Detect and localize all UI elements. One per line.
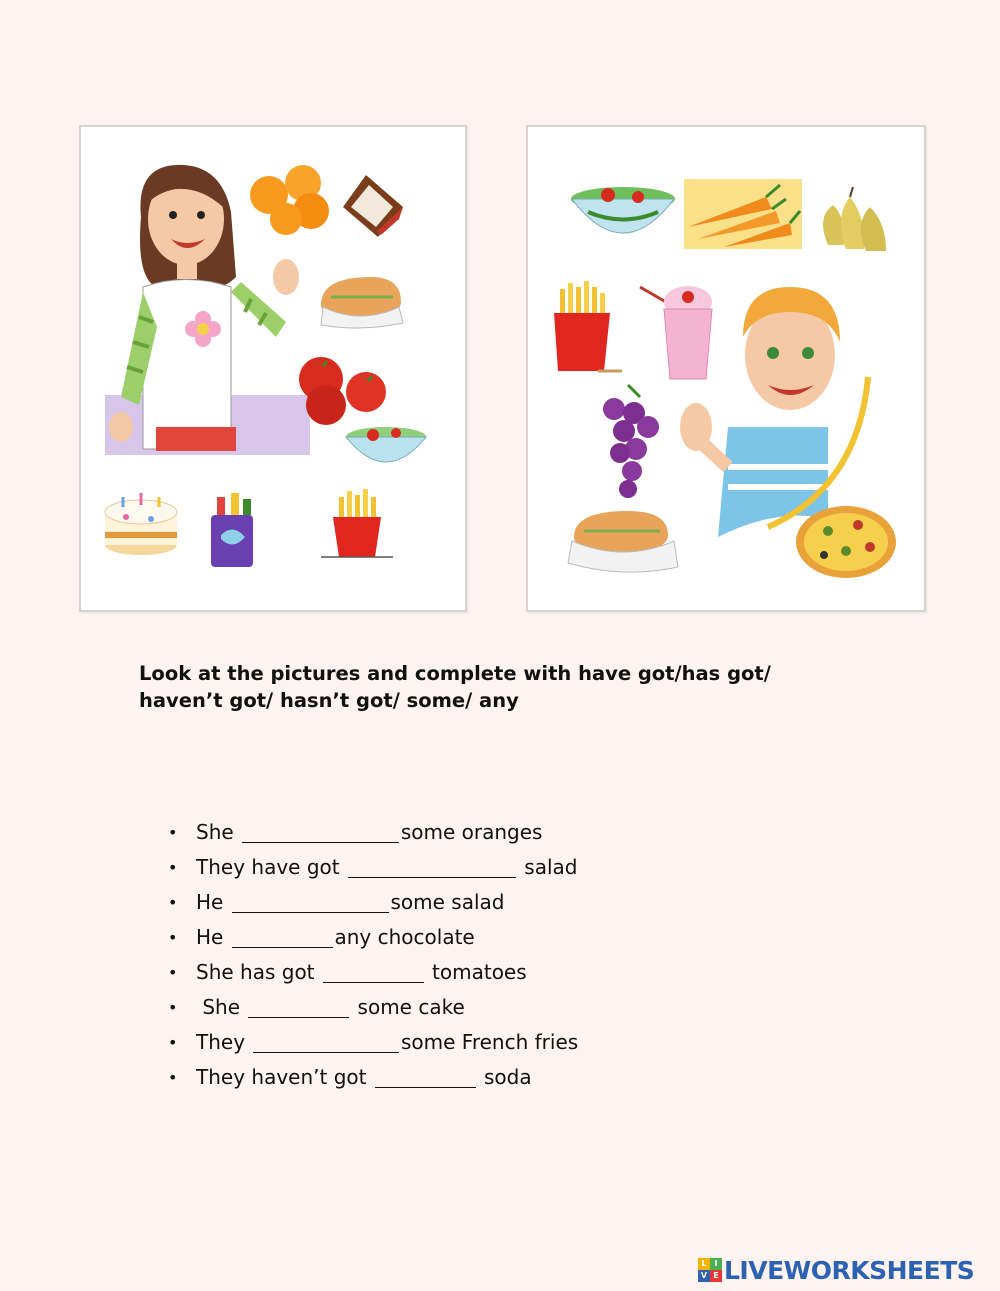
logo-mark-letter: V	[698, 1270, 710, 1282]
milkshake-icon	[640, 286, 712, 379]
answer-blank[interactable]	[348, 857, 516, 878]
instructions	[139, 660, 879, 714]
sentence-end: salad	[517, 855, 578, 879]
exercise-list	[168, 815, 578, 1095]
sentence-end: tomatoes	[425, 960, 527, 984]
sandwich-icon	[321, 277, 403, 328]
sentence-end: some French fries	[400, 1030, 579, 1054]
bullet-icon: •	[168, 858, 178, 877]
bullet-icon: •	[168, 998, 178, 1017]
answer-blank[interactable]	[232, 927, 333, 948]
bullet-icon: •	[168, 928, 178, 947]
sentence-start: They haven’t got	[196, 1065, 373, 1089]
sentence-start: They	[196, 1030, 252, 1054]
instructions-line-2: haven’t got/ hasn’t got/ some/ any	[139, 689, 519, 712]
grapes-icon	[603, 385, 659, 498]
salad-icon	[346, 427, 426, 462]
sentence-end: some cake	[351, 995, 465, 1019]
sentence-end: some salad	[390, 890, 505, 914]
liveworksheets-logo-text: LIVEWORKSHEETS	[724, 1255, 975, 1285]
exercise-item	[168, 850, 578, 885]
sentence-end: any chocolate	[334, 925, 475, 949]
exercise-item	[168, 1060, 578, 1095]
french-fries-icon	[554, 281, 622, 371]
sweets-icon	[211, 493, 253, 567]
pears-icon	[823, 187, 886, 251]
oranges-icon	[250, 165, 329, 235]
exercise-item	[168, 990, 578, 1025]
answer-blank[interactable]	[375, 1067, 476, 1088]
exercise-item	[168, 920, 578, 955]
bullet-icon: •	[168, 893, 178, 912]
pizza-icon	[796, 506, 896, 578]
french-fries-icon	[321, 489, 393, 557]
sentence-start: She has got	[196, 960, 321, 984]
answer-blank[interactable]	[253, 1032, 399, 1053]
exercise-item	[168, 1025, 578, 1060]
answer-blank[interactable]	[232, 892, 389, 913]
exercise-item	[168, 885, 578, 920]
logo-mark-letter: E	[710, 1270, 722, 1282]
logo-mark-letter: I	[710, 1258, 722, 1270]
sentence-end: some oranges	[400, 820, 543, 844]
picture-panel-boy	[526, 125, 926, 612]
bullet-icon: •	[168, 823, 178, 842]
answer-blank[interactable]	[248, 997, 349, 1018]
sentence-start: He	[196, 925, 230, 949]
liveworksheets-logo-mark	[698, 1258, 722, 1282]
sandwich-icon	[568, 511, 678, 572]
exercise-item	[168, 815, 578, 850]
picture-panel-girl	[79, 125, 467, 612]
answer-blank[interactable]	[242, 822, 399, 843]
liveworksheets-logo	[698, 1255, 974, 1285]
chocolate-icon	[343, 175, 403, 237]
carrots-icon	[684, 179, 802, 249]
instructions-line-1: Look at the pictures and complete with have got/has got/	[139, 662, 771, 685]
tomatoes-icon	[299, 357, 386, 425]
sentence-end: soda	[477, 1065, 532, 1089]
sentence-start: They have got	[196, 855, 346, 879]
sentence-start: She	[196, 995, 247, 1019]
bullet-icon: •	[168, 1068, 178, 1087]
answer-blank[interactable]	[323, 962, 424, 983]
bullet-icon: •	[168, 1033, 178, 1052]
exercise-item	[168, 955, 578, 990]
cake-icon	[105, 493, 177, 555]
salad-icon	[571, 187, 675, 233]
sentence-start: She	[196, 820, 241, 844]
sentence-start: He	[196, 890, 230, 914]
logo-mark-letter: L	[698, 1258, 710, 1270]
bullet-icon: •	[168, 963, 178, 982]
